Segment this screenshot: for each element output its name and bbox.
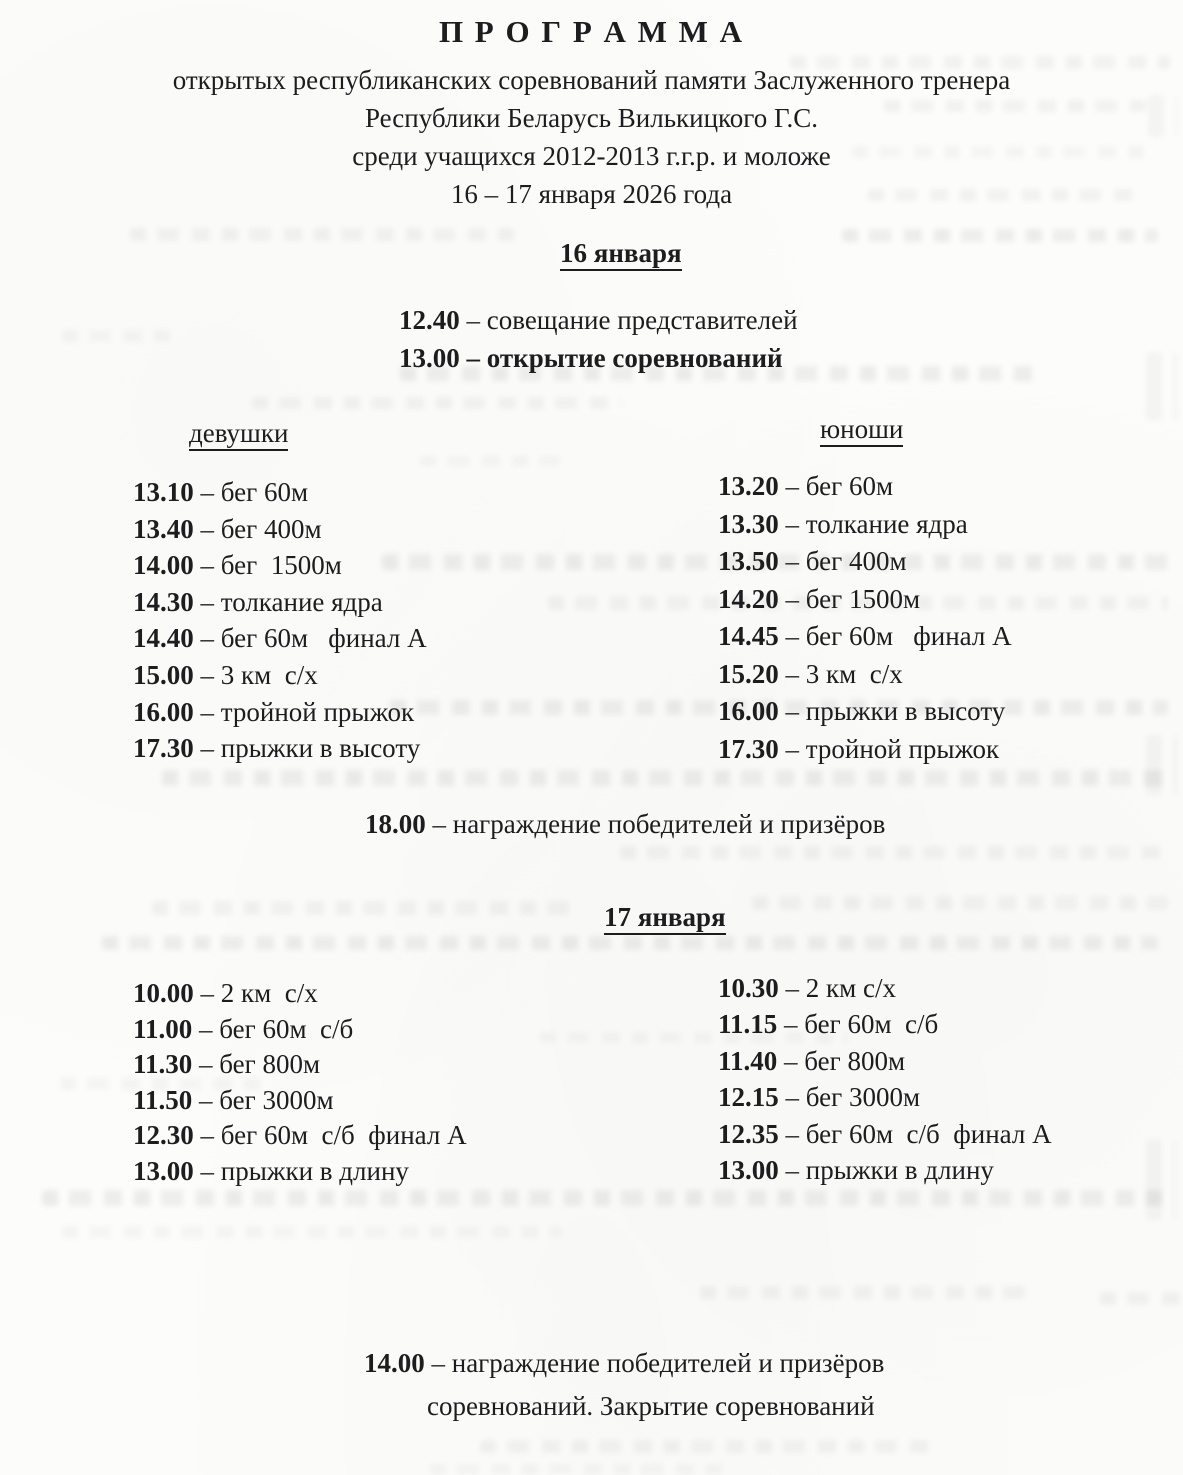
event-time: 14.20: [718, 583, 779, 614]
dash-separator: –: [424, 1348, 452, 1378]
event-row: [133, 976, 467, 1012]
bleed-through-artifact: [1100, 1292, 1180, 1305]
event-description: бег 3000м: [805, 1082, 921, 1113]
event-time: 13.50: [718, 546, 779, 576]
event-row: [133, 511, 427, 548]
dash-separator: –: [193, 586, 221, 617]
event-description: бег 400м: [220, 513, 322, 544]
event-time: 13.10: [133, 477, 194, 507]
event-time: 15.00: [133, 659, 194, 690]
event-time: 11.15: [718, 1009, 778, 1040]
boys-header-text: юноши: [820, 414, 903, 447]
event-row: [718, 970, 1052, 1006]
event-time: 14.30: [133, 586, 194, 617]
event-row: [718, 1152, 1052, 1188]
event-description: бег 60м: [220, 477, 309, 507]
event-description: прыжки в длину: [220, 1155, 409, 1186]
bleed-through-artifact: [752, 896, 1168, 910]
dash-separator: –: [193, 733, 221, 764]
dash-separator: –: [193, 513, 221, 544]
bleed-through-artifact: [480, 1440, 940, 1453]
event-row: [718, 581, 1012, 619]
event-description: бег 800м: [219, 1049, 321, 1080]
bleed-through-artifact: [430, 1464, 730, 1474]
subtitle-line-2: Республики Беларусь Вилькицкого Г.С.: [364, 103, 819, 133]
dash-separator: –: [778, 733, 806, 764]
event-description: прыжки в высоту: [805, 696, 1006, 726]
event-time: 12.15: [718, 1082, 779, 1113]
event-row: [718, 468, 1012, 506]
event-row: [718, 543, 1012, 581]
dash-separator: –: [778, 471, 806, 501]
bleed-through-artifact: [1146, 1140, 1176, 1220]
day1-heading-text: 16 января: [560, 238, 682, 271]
event-time: 12.35: [718, 1118, 779, 1149]
dash-separator: –: [193, 477, 221, 507]
dash-separator: –: [459, 342, 487, 373]
bleed-through-artifact: [620, 846, 1160, 859]
event-row: [133, 620, 427, 657]
event-description: прыжки в высоту: [220, 733, 421, 764]
event-description: награждение победителей и призёров: [451, 1348, 885, 1378]
event-row: [718, 693, 1012, 731]
event-row: [718, 1043, 1052, 1079]
event-description: награждение победителей и призёров: [452, 809, 886, 839]
bleed-through-artifact: [130, 228, 520, 241]
event-time: 13.00: [399, 342, 460, 373]
event-row: [718, 731, 1012, 769]
event-description: 2 км с/х: [220, 978, 318, 1008]
event-row: [133, 584, 427, 621]
event-description: бег 60м с/б: [219, 1013, 354, 1044]
dash-separator: –: [193, 659, 221, 690]
bleed-through-artifact: [152, 901, 580, 915]
dash-separator: –: [778, 973, 806, 1003]
bleed-through-artifact: [700, 1286, 1030, 1299]
document-title: П Р О Г Р А М М А: [438, 14, 745, 49]
event-time: 14.00: [364, 1348, 425, 1378]
event-row: [133, 657, 427, 694]
event-row: [133, 730, 427, 767]
dash-separator: –: [778, 1155, 806, 1186]
event-time: 13.40: [133, 513, 194, 544]
event-description: бег 60м финал А: [220, 623, 427, 654]
event-row: [399, 302, 798, 340]
bleed-through-artifact: [842, 229, 1158, 242]
dash-separator: –: [193, 978, 221, 1008]
event-time: 16.00: [718, 696, 779, 726]
dash-separator: –: [425, 809, 453, 839]
dash-separator: –: [778, 621, 806, 651]
dash-separator: –: [778, 1118, 806, 1149]
day1-girls-schedule: [133, 474, 427, 767]
dash-separator: –: [777, 1009, 805, 1040]
event-time: 18.00: [365, 809, 426, 839]
event-description: 3 км с/х: [220, 659, 318, 690]
event-time: 16.00: [133, 696, 194, 727]
column-header-boys: [820, 414, 903, 445]
event-description: бег 60м с/б: [804, 1009, 939, 1040]
event-description: тройной прыжок: [220, 696, 415, 727]
event-time: 13.00: [718, 1155, 779, 1186]
event-time: 13.20: [718, 471, 779, 501]
dash-separator: –: [778, 508, 806, 539]
event-time: 15.20: [718, 658, 779, 689]
event-time: 10.30: [718, 973, 779, 1003]
bleed-through-artifact: [162, 770, 1168, 786]
dash-separator: –: [777, 1045, 805, 1076]
bleed-through-artifact: [1146, 735, 1178, 795]
dash-separator: –: [193, 623, 221, 654]
event-description: бег 60м с/б финал А: [220, 1120, 467, 1151]
subtitle-line-3: среди учащихся 2012-2013 г.г.р. и моложе: [352, 141, 831, 171]
event-row: [718, 1116, 1052, 1152]
day1-general-events: [399, 302, 798, 377]
event-row: [133, 1118, 467, 1154]
dash-separator: –: [778, 696, 806, 726]
event-row: [718, 656, 1012, 694]
event-description: прыжки в длину: [805, 1155, 994, 1186]
event-time: 12.40: [399, 305, 460, 335]
dash-separator: –: [192, 1049, 220, 1080]
day1-heading: [560, 238, 682, 269]
event-description: бег 3000м: [219, 1084, 334, 1115]
event-row: [133, 547, 427, 584]
event-description: открытие соревнований: [486, 342, 783, 373]
dash-separator: –: [778, 658, 806, 689]
event-time: 11.30: [133, 1049, 193, 1080]
dash-separator: –: [193, 1155, 221, 1186]
event-row: [133, 474, 427, 511]
event-description: толкание ядра: [220, 586, 383, 617]
event-time: 13.30: [718, 508, 779, 539]
event-description: бег 1500м: [220, 550, 342, 581]
event-description: 2 км с/х: [805, 973, 896, 1003]
event-row: [364, 1344, 884, 1382]
event-time: 13.00: [133, 1155, 194, 1186]
event-description: толкание ядра: [805, 508, 968, 539]
event-time: 10.00: [133, 978, 194, 1008]
bleed-through-artifact: [42, 1190, 1172, 1206]
document-header: [0, 14, 1183, 213]
event-row: [133, 1047, 467, 1083]
event-time: 12.30: [133, 1120, 194, 1151]
event-row: [365, 806, 885, 843]
event-description: бег 60м: [805, 471, 894, 501]
day2-boys-schedule: [718, 970, 1052, 1188]
day2-closing-line2: соревнований. Закрытие соревнований: [427, 1391, 875, 1421]
event-description: бег 400м: [805, 546, 907, 576]
event-row: [133, 1083, 467, 1119]
bleed-through-artifact: [420, 456, 560, 466]
event-description: бег 1500м: [805, 583, 921, 614]
day2-girls-schedule: [133, 976, 467, 1190]
dash-separator: –: [192, 1084, 220, 1115]
bleed-through-artifact: [1146, 352, 1178, 420]
dash-separator: –: [193, 1120, 221, 1151]
girls-header-text: девушки: [189, 418, 288, 451]
day1-boys-schedule: [718, 468, 1012, 768]
bleed-through-artifact: [62, 1226, 562, 1238]
event-row: [133, 1012, 467, 1048]
event-time: 11.00: [133, 1013, 193, 1044]
dash-separator: –: [193, 696, 221, 727]
event-row: [133, 1154, 467, 1190]
subtitle-line-4: 16 – 17 января 2026 года: [450, 179, 733, 209]
event-description: бег 800м: [804, 1045, 906, 1076]
event-description: бег 60м с/б финал А: [805, 1118, 1052, 1149]
event-description: 3 км с/х: [805, 658, 903, 689]
dash-separator: –: [778, 1082, 806, 1113]
dash-separator: –: [192, 1013, 220, 1044]
event-row: [133, 694, 427, 731]
event-time: 14.40: [133, 623, 194, 654]
event-row: [718, 506, 1012, 544]
day2-heading: [604, 902, 726, 933]
day1-closing-event: [365, 806, 885, 843]
event-description: тройной прыжок: [805, 733, 1000, 764]
day2-heading-text: 17 января: [604, 902, 726, 935]
event-time: 11.40: [718, 1045, 778, 1076]
bleed-through-artifact: [252, 397, 622, 409]
bleed-through-artifact: [102, 936, 1158, 950]
event-row: [399, 340, 798, 378]
dash-separator: –: [778, 583, 806, 614]
dash-separator: –: [778, 546, 806, 576]
event-time: 17.30: [718, 733, 779, 764]
event-row: [718, 618, 1012, 656]
bleed-through-artifact: [62, 330, 172, 342]
event-description: совещание представителей: [486, 305, 798, 335]
event-row: [718, 1079, 1052, 1115]
event-time: 14.00: [133, 550, 194, 581]
event-time: 14.45: [718, 621, 779, 651]
day2-closing-event: [364, 1344, 884, 1382]
column-header-girls: [189, 418, 288, 449]
subtitle-line-1: открытых республиканских соревнований памяти Заслуженного тренера: [172, 65, 1011, 95]
dash-separator: –: [193, 550, 221, 581]
dash-separator: –: [459, 305, 487, 335]
event-time: 11.50: [133, 1084, 193, 1115]
event-time: 17.30: [133, 733, 194, 764]
event-description: бег 60м финал А: [805, 621, 1012, 651]
event-row: [718, 1006, 1052, 1042]
